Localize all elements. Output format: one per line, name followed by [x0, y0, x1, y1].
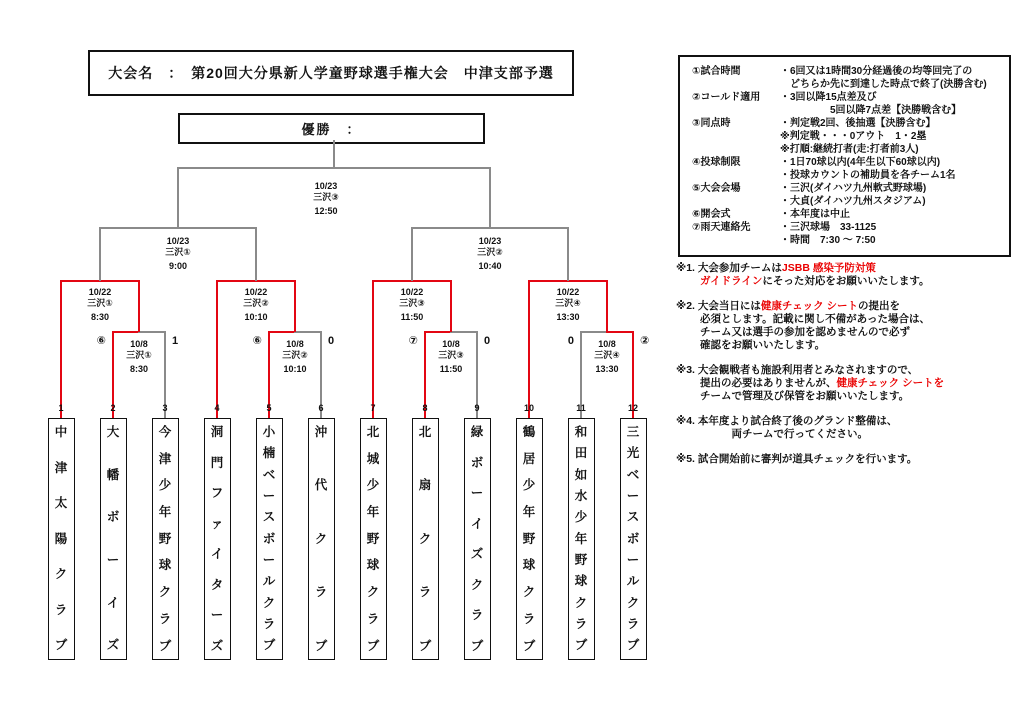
match-time: 13:30	[595, 364, 619, 374]
team-number: 1	[58, 403, 64, 413]
match-date: 10/23	[166, 236, 190, 246]
team-name-char: ク	[626, 595, 640, 610]
team-name-char: ズ	[210, 638, 224, 653]
team-name-char: イ	[210, 547, 224, 561]
rule-desc	[780, 65, 1001, 91]
note-text: 必須とします。記載に関し不備があった場合は、	[700, 313, 931, 325]
match-venue: 三沢②	[477, 247, 503, 257]
team-name-char: 少	[522, 478, 536, 493]
bracket-line	[450, 331, 478, 333]
match-label	[99, 339, 179, 375]
team-name-char: ボ	[626, 531, 640, 546]
note-line	[676, 377, 1021, 390]
team-name-char: 年	[158, 505, 172, 520]
rule-label: ③同点時	[692, 118, 731, 129]
team-name-char: ボ	[470, 455, 484, 470]
team-name-char: 北	[366, 425, 380, 439]
team-name-char: ル	[262, 574, 276, 589]
team-name-char: ブ	[158, 638, 172, 653]
team-box	[48, 418, 75, 660]
note-text: の提出を	[858, 300, 900, 312]
match-date: 10/23	[478, 236, 502, 246]
team-name-char: 野	[158, 531, 172, 546]
rule-label: ⑦雨天連絡先	[692, 222, 751, 233]
team-name-char: ラ	[366, 611, 380, 626]
match-score: 0	[567, 335, 574, 347]
team-name-char: 洞	[210, 425, 224, 439]
team-box	[308, 418, 335, 660]
team-name-char: 少	[158, 478, 172, 493]
team-name-char: ブ	[262, 638, 276, 653]
note-highlight: ガイドライン	[700, 275, 763, 287]
team-name-char: ー	[626, 489, 640, 504]
note-item	[676, 453, 1021, 466]
match-label	[372, 287, 452, 323]
note-item	[676, 300, 1021, 352]
team-name-char: ラ	[626, 617, 640, 632]
bracket-line	[489, 168, 491, 228]
team-name-char: 緑	[470, 425, 484, 439]
match-label	[138, 236, 218, 272]
match-time: 13:30	[556, 312, 580, 322]
match-venue: 三沢③	[313, 192, 339, 202]
team-name-char: ー	[626, 553, 640, 568]
match-venue: 三沢④	[594, 350, 620, 360]
match-venue: 三沢②	[282, 350, 308, 360]
match-date: 10/8	[286, 339, 304, 349]
bracket-line	[411, 228, 413, 281]
rule-label: ⑥開会式	[692, 209, 731, 220]
team-name-char: ク	[574, 595, 588, 610]
team-name-char: イ	[106, 595, 120, 610]
note-text: ※4. 本年度より試合終了後のグランド整備は、	[676, 415, 898, 427]
note-text: 両チームで行ってください。	[700, 428, 868, 440]
match-venue: 三沢②	[243, 298, 269, 308]
notes-section	[676, 262, 1021, 478]
note-line	[676, 415, 1021, 428]
rule-label: ②コールド適用	[692, 92, 761, 103]
team-name-char: 大	[106, 425, 120, 439]
match-label	[286, 181, 366, 217]
team-box	[256, 418, 283, 660]
match-time: 11:50	[439, 364, 463, 374]
bracket-line	[255, 228, 257, 281]
team-name-char: ク	[470, 577, 484, 592]
rule-row	[692, 156, 1001, 182]
team-name-char: 和	[574, 425, 588, 439]
team-number: 10	[523, 403, 534, 413]
bracket-line	[424, 331, 452, 333]
rule-desc-line: ・3回以降15点差及び	[780, 92, 877, 103]
note-text: ※2. 大会当日には	[676, 300, 761, 312]
team-name-char: 津	[54, 460, 68, 475]
rule-label: ④投球制限	[692, 157, 741, 168]
bracket-line	[333, 140, 335, 168]
team-name-char: ー	[210, 608, 224, 622]
team-name-char: イ	[470, 516, 484, 531]
note-line	[676, 428, 1021, 441]
bracket-line	[294, 331, 322, 333]
rule-row	[692, 208, 1001, 221]
note-line	[676, 339, 1021, 352]
bracket-line	[99, 228, 101, 281]
note-line	[676, 326, 1021, 339]
champion-label: 優勝 ：	[301, 122, 362, 137]
team-name-char: タ	[210, 577, 224, 592]
team-name-char: ズ	[106, 638, 120, 653]
team-name-char: 年	[574, 531, 588, 546]
team-name-char: 少	[574, 510, 588, 525]
team-name-char: 三	[626, 425, 640, 439]
team-name-char: 球	[366, 558, 380, 573]
team-name-char: 年	[366, 505, 380, 520]
note-line	[676, 275, 1021, 288]
rule-desc-line: ・判定戦2回、後抽選【決勝含む】	[780, 118, 936, 129]
match-time: 8:30	[90, 312, 109, 322]
note-line	[676, 390, 1021, 403]
match-date: 10/22	[556, 287, 580, 297]
note-line	[676, 262, 1021, 275]
team-name-char: ラ	[262, 617, 276, 632]
team-name-char: ブ	[418, 638, 432, 653]
team-name-char: 球	[522, 558, 536, 573]
bracket-line	[268, 331, 296, 333]
match-date: 10/8	[598, 339, 616, 349]
team-box	[464, 418, 491, 660]
match-score: ②	[640, 335, 650, 347]
team-box	[620, 418, 647, 660]
rule-row	[692, 65, 1001, 91]
team-number: 5	[266, 403, 272, 413]
team-name-char: 野	[366, 531, 380, 546]
team-name-char: ァ	[210, 516, 224, 531]
bracket-line	[138, 331, 166, 333]
team-name-char: ボ	[262, 531, 276, 546]
match-time: 11:50	[400, 312, 424, 322]
match-label	[255, 339, 335, 375]
team-name-char: 陽	[54, 531, 68, 546]
team-name-char: ラ	[314, 585, 328, 600]
rule-desc-line: どちらか先に到達した時点で終了(決勝含む)	[780, 79, 987, 90]
rule-row	[692, 221, 1001, 247]
team-name-char: 如	[574, 467, 588, 482]
team-name-char: ス	[262, 510, 276, 525]
team-name-char: ラ	[522, 611, 536, 626]
team-name-char: 田	[574, 446, 588, 461]
team-box	[516, 418, 543, 660]
match-score: ⑥	[252, 335, 262, 347]
team-name-char: ー	[262, 553, 276, 568]
rule-desc-line: ・本年度は中止	[780, 209, 850, 220]
team-name-char: ク	[522, 585, 536, 600]
team-name-char: ー	[262, 489, 276, 504]
bracket-line	[567, 228, 569, 281]
team-box	[412, 418, 439, 660]
match-date: 10/22	[244, 287, 268, 297]
rule-label: ①試合時間	[692, 66, 741, 77]
match-time: 8:30	[129, 364, 148, 374]
team-number: 9	[474, 403, 480, 413]
match-score: 0	[484, 335, 491, 347]
match-score: ⑦	[408, 335, 418, 347]
note-text: チームで管理及び保管をお願いいたします。	[700, 390, 910, 402]
team-box	[360, 418, 387, 660]
match-date: 10/8	[130, 339, 148, 349]
team-number: 6	[318, 403, 324, 413]
rule-desc-line: 5回以降7点差【決勝戦含む】	[780, 105, 962, 116]
rule-desc	[780, 156, 1001, 182]
team-name-char: ル	[626, 574, 640, 589]
team-number: 2	[110, 403, 116, 413]
team-name-char: ク	[54, 567, 68, 582]
rule-desc-line: ・時間 7:30 ～ 7:50	[780, 235, 876, 246]
team-name-char: ブ	[366, 638, 380, 653]
rules-rows	[692, 65, 1001, 247]
rule-row	[692, 117, 1001, 156]
team-name-char: 球	[158, 558, 172, 573]
team-name-char: 北	[418, 425, 432, 439]
match-time: 10:10	[244, 312, 268, 322]
rule-desc-line: ・1日70球以内(4年生以下60球以内)	[780, 157, 941, 168]
team-name-char: ー	[470, 486, 484, 500]
team-name-char: 門	[210, 455, 224, 470]
match-venue: 三沢①	[126, 350, 152, 360]
rule-desc-line: ※打順:継続打者(走:打者前3人)	[780, 144, 919, 155]
note-text: 確認をお願いいたします。	[700, 339, 826, 351]
team-name-char: ク	[418, 531, 432, 546]
match-date: 10/22	[88, 287, 112, 297]
team-name-char: 津	[158, 451, 172, 466]
team-name-char: ブ	[574, 638, 588, 653]
rules-box	[678, 55, 1011, 257]
match-date: 10/22	[400, 287, 424, 297]
team-number: 8	[422, 403, 428, 413]
team-name-char: 光	[626, 446, 640, 461]
team-name-char: ベ	[626, 467, 640, 482]
team-number: 11	[576, 403, 586, 413]
team-name-char: ズ	[470, 547, 484, 561]
team-name-char: 城	[366, 451, 380, 466]
team-name-char: ラ	[418, 585, 432, 600]
note-text: 提出の必要はありませんが、	[700, 377, 837, 389]
team-name-char: 沖	[314, 425, 328, 439]
rule-desc	[780, 221, 1001, 247]
note-line	[676, 453, 1021, 466]
rule-desc	[780, 182, 1001, 208]
team-name-char: 年	[522, 505, 536, 520]
match-score: ⑥	[96, 335, 106, 347]
rule-desc-line: ・6回又は1時間30分経過後の均等回完了の	[780, 66, 973, 77]
match-date: 10/23	[314, 181, 338, 191]
team-name-char: ボ	[106, 510, 120, 525]
rule-desc	[780, 91, 1001, 117]
team-name-char: ス	[626, 510, 640, 525]
rule-desc	[780, 117, 1001, 156]
team-name-char: 鶴	[522, 425, 536, 439]
team-number: 3	[162, 403, 168, 413]
bracket-line	[177, 168, 179, 228]
team-name-char: ブ	[54, 638, 68, 653]
team-name-char: 代	[314, 478, 328, 493]
team-name-char: 水	[574, 489, 588, 504]
match-time: 10:10	[283, 364, 307, 374]
rule-desc-line: ・投球カウントの補助員を各チーム1名	[780, 170, 956, 181]
team-number: 4	[214, 403, 220, 413]
team-name-char: 幡	[106, 467, 120, 482]
note-highlight: 健康チェック シートを	[836, 377, 945, 389]
rule-label: ⑤大会会場	[692, 183, 741, 194]
team-number: 12	[627, 403, 638, 413]
team-box	[204, 418, 231, 660]
note-text: ※1. 大会参加チームは	[676, 262, 782, 274]
note-item	[676, 415, 1021, 441]
team-name-char: 今	[158, 425, 172, 439]
rule-desc	[780, 208, 1001, 221]
rule-desc-line: ・三沢(ダイハツ九州軟式野球場)	[780, 183, 927, 194]
note-text: ※5. 試合開始前に審判が道具チェックを行います。	[676, 453, 918, 465]
team-name-char: ク	[262, 595, 276, 610]
match-time: 9:00	[168, 261, 187, 271]
note-item	[676, 262, 1021, 288]
match-label	[411, 339, 491, 375]
match-label	[60, 287, 140, 323]
team-name-char: 居	[522, 451, 536, 466]
rule-desc-line: ※判定戦・・・0アウト 1・2塁	[780, 131, 927, 142]
team-name-char: ク	[158, 585, 172, 600]
match-venue: 三沢④	[555, 298, 581, 308]
team-name-char: 中	[54, 425, 68, 439]
match-label	[567, 339, 647, 375]
bracket-line	[606, 331, 634, 333]
team-name-char: ブ	[522, 638, 536, 653]
team-name-char: 野	[574, 553, 588, 568]
team-box	[100, 418, 127, 660]
match-time: 10:40	[478, 261, 502, 271]
match-time: 12:50	[314, 206, 338, 216]
note-highlight: JSBB 感染予防対策	[781, 262, 876, 274]
team-name-char: ブ	[470, 638, 484, 653]
match-venue: 三沢①	[87, 298, 113, 308]
team-name-char: ラ	[158, 611, 172, 626]
team-name-char: 野	[522, 531, 536, 546]
bracket-line	[112, 331, 140, 333]
match-venue: 三沢③	[399, 298, 425, 308]
match-date: 10/8	[442, 339, 460, 349]
rule-row	[692, 182, 1001, 208]
note-item	[676, 364, 1021, 403]
team-name-char: 太	[54, 496, 68, 511]
match-venue: 三沢①	[165, 247, 191, 257]
note-text: ※3. 大会観戦者も施設利用者とみなされますので、	[676, 364, 919, 376]
team-box	[152, 418, 179, 660]
match-venue: 三沢③	[438, 350, 464, 360]
team-name-char: フ	[210, 486, 224, 500]
match-score: 0	[328, 335, 335, 347]
team-number: 7	[370, 403, 376, 413]
tournament-title: 大会名 ： 第20回大分県新人学童野球選手権大会 中津支部予選	[108, 65, 554, 81]
rule-desc-line: ・三沢球場 33-1125	[780, 222, 877, 233]
team-name-char: 球	[574, 574, 588, 589]
team-box	[568, 418, 595, 660]
team-name-char: ク	[314, 531, 328, 546]
team-name-char: ラ	[574, 617, 588, 632]
note-text: チーム又は選手の参加を認めませんので必ず	[700, 326, 910, 338]
team-name-char: ベ	[262, 467, 276, 482]
team-name-char: ブ	[314, 638, 328, 653]
team-name-char: 楠	[262, 446, 276, 461]
team-name-char: ー	[106, 553, 120, 568]
team-name-char: ラ	[470, 608, 484, 622]
note-text: にそった対応をお願いいたします。	[762, 275, 930, 287]
note-line	[676, 364, 1021, 377]
rule-desc-line: ・大貞(ダイハツ九州スタジアム)	[780, 196, 926, 207]
team-name-char: ク	[366, 585, 380, 600]
match-label	[450, 236, 530, 272]
note-highlight: 健康チェック シート	[760, 300, 858, 312]
team-name-char: ブ	[626, 638, 640, 653]
match-score: 1	[172, 335, 179, 347]
match-label	[216, 287, 296, 323]
bracket-line	[580, 331, 608, 333]
team-name-char: 扇	[418, 478, 432, 493]
rule-row	[692, 91, 1001, 117]
note-line	[676, 313, 1021, 326]
match-label	[528, 287, 608, 323]
team-name-char: 少	[366, 478, 380, 493]
team-name-char: 小	[262, 425, 276, 439]
team-name-char: ラ	[54, 602, 68, 617]
note-line	[676, 300, 1021, 313]
